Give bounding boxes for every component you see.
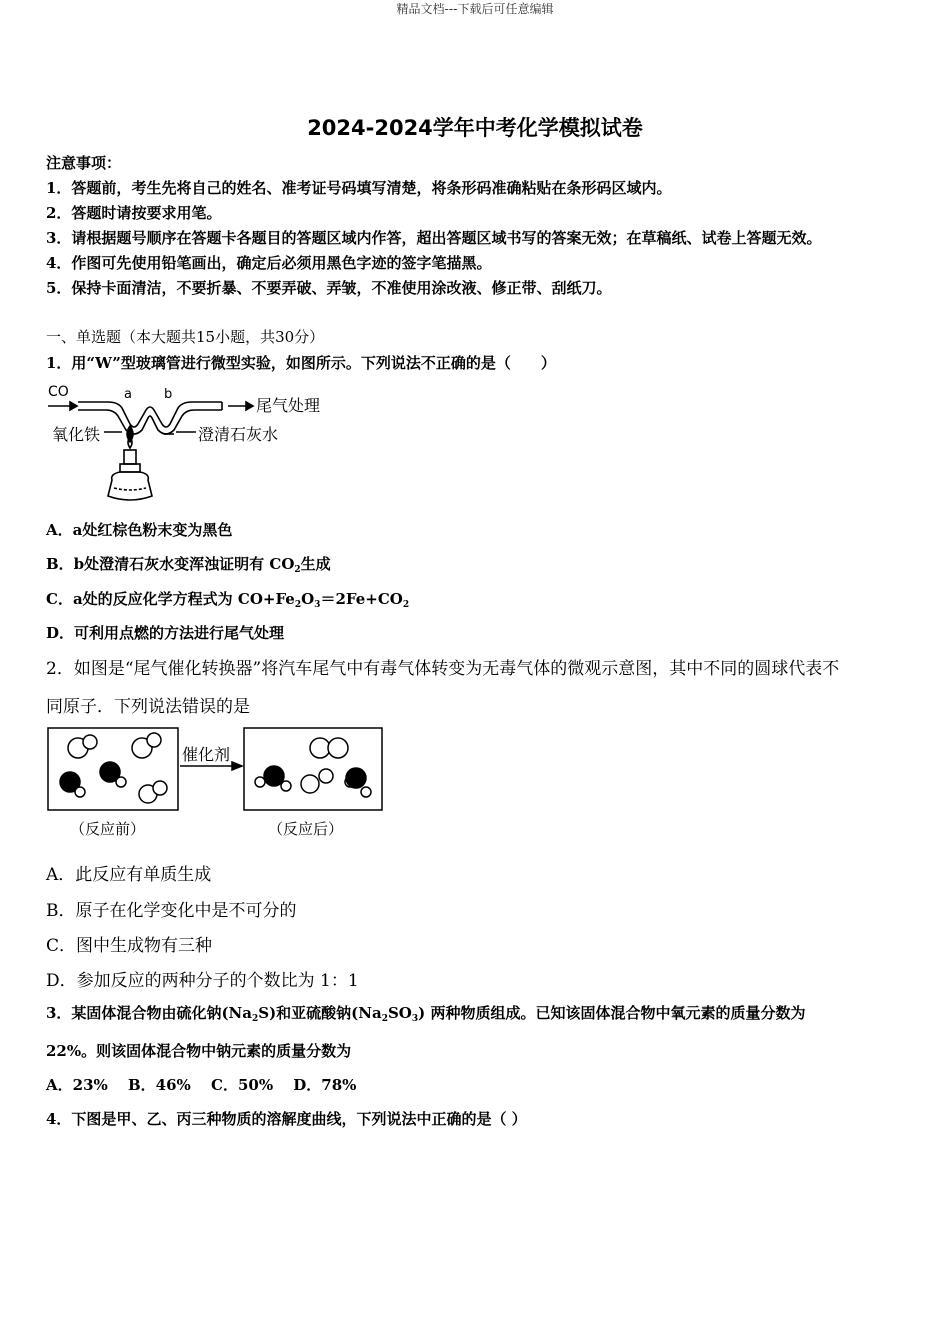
iron-oxide-label: 氧化铁 [52, 425, 101, 444]
notice-item-1: 1．答题前，考生先将自己的姓名、准考证号码填写清楚，将条形码准确粘贴在条形码区域内。 [46, 179, 672, 197]
q3-stem-line1: 3．某固体混合物由硫化钠$(Na_2S)$和亚硫酸钠$(Na_2SO_3)$ 两种物质组成。已知该固体混合物中氧元素的质量分数为 [46, 1004, 806, 1024]
q1-option-a: A．a处红棕色粉末变为黑色 [46, 521, 233, 539]
q2-option-b: B．原子在化学变化中是不可分的 [46, 901, 297, 921]
notice-item-4: 4．作图可先使用铅笔画出，确定后必须用黑色字迹的签字笔描黑。 [46, 254, 492, 272]
q3-options: A．23% B．46% C．50% D．78% [46, 1076, 357, 1094]
header-note: 精品文档---下载后可任意编辑 [396, 2, 554, 16]
q4-stem: 4．下图是甲、乙、丙三种物质的溶解度曲线，下列说法中正确的是（ ） [46, 1110, 527, 1128]
q2-molecule-figure [46, 726, 386, 842]
catalyst-label: 催化剂 [182, 745, 231, 764]
q1-apparatus-figure [46, 380, 336, 510]
notice-item-2: 2．答题时请按要求用笔。 [46, 204, 222, 222]
notice-heading: 注意事项： [46, 154, 122, 172]
before-label: （反应前） [70, 820, 146, 838]
q2-option-a: A．此反应有单质生成 [46, 865, 212, 885]
q1-option-c: C．a处的反应化学方程式为 $CO+Fe_2O_3=2Fe+CO_2$ [46, 590, 410, 610]
q1-option-d: D．可利用点燃的方法进行尾气处理 [46, 624, 285, 642]
after-label: （反应后） [268, 820, 344, 838]
q2-option-d: D．参加反应的两种分子的个数比为 1：1 [46, 971, 359, 991]
q3-stem-line2: 22%。则该固体混合物中钠元素的质量分数为 [46, 1042, 352, 1060]
notice-item-3: 3．请根据题号顺序在答题卡各题目的答题区域内作答，超出答题区域书写的答案无效；在草稿纸、试卷上答题无效。 [46, 229, 822, 247]
q2-stem-line2: 同原子．下列说法错误的是 [46, 697, 250, 717]
point-b-label: b [164, 387, 173, 402]
q2-option-c: C．图中生成物有三种 [46, 936, 213, 956]
q2-stem-line1: 2．如图是“尾气催化转换器”将汽车尾气中有毒气体转变为无毒气体的微观示意图，其中不同的圆球代表不 [46, 659, 840, 679]
notice-item-5: 5．保持卡面清洁，不要折暴、不要弄破、弄皱，不准使用涂改液、修正带、刮纸刀。 [46, 279, 612, 297]
point-a-label: a [124, 387, 132, 402]
tail-gas-label: 尾气处理 [256, 396, 321, 415]
q1-option-b: B．b处澄清石灰水变浑浊证明有 $CO_2$生成 [46, 555, 331, 575]
co-label: CO [48, 384, 69, 400]
page-title: 2024-2024学年中考化学模拟试卷 [307, 116, 643, 140]
section-heading: 一、单选题（本大题共15小题，共30分） [46, 328, 325, 346]
q1-stem: 1．用“W”型玻璃管进行微型实验，如图所示。下列说法不正确的是（ ） [46, 354, 556, 372]
limewater-label: 澄清石灰水 [198, 425, 279, 444]
